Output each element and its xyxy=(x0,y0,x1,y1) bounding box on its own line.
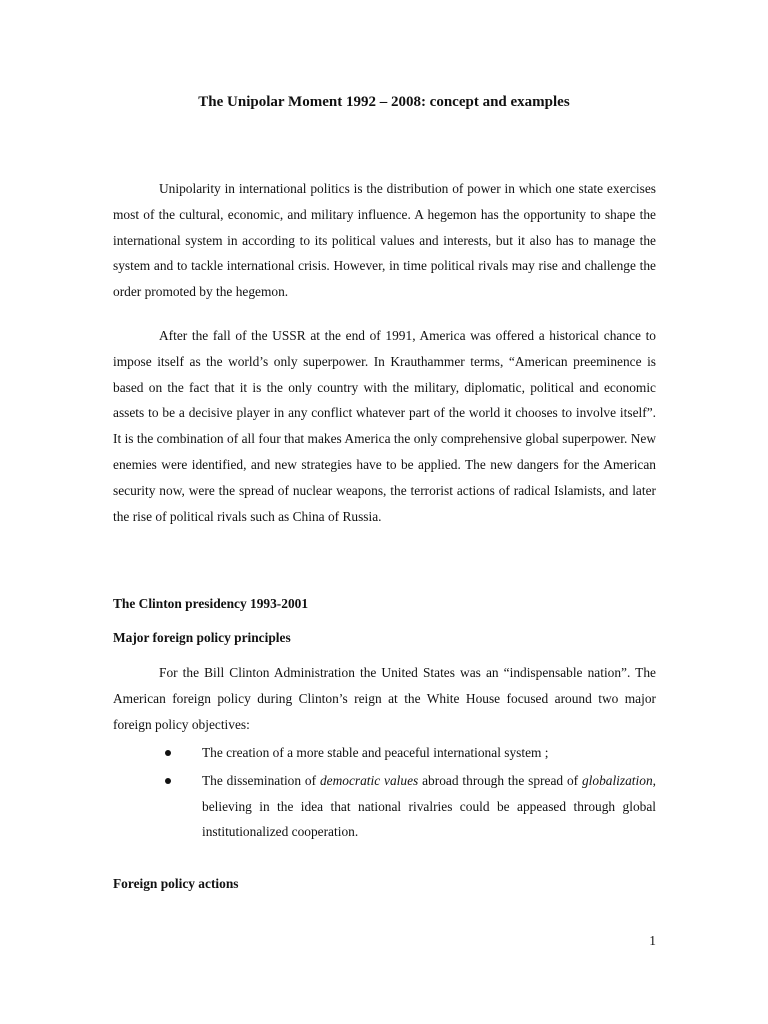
list-item xyxy=(159,740,656,766)
bullet-icon xyxy=(165,778,171,784)
list-item-text-middle: abroad through the spread of xyxy=(418,772,582,788)
page-number: 1 xyxy=(649,933,656,948)
emphasis-globalization: globalization xyxy=(581,772,653,788)
paragraph-unipolarity: Unipolarity in international politics is the distribution of power in which one state exercises most of the cultural, economic, and military influence. A hegemon has the opportunity to shape the international system in according to its political values and interests, but it also has to manage the system and to tackle international crisis. However, in time political rivals may rise and challenge the order promoted by the hegemon. xyxy=(113,181,656,300)
heading-foreign-policy-actions: Foreign policy actions xyxy=(113,876,239,891)
objectives-list xyxy=(159,740,656,845)
paragraph-ussr: After the fall of the USSR at the end of 1991, America was offered a historical chance to impose itself as the world’s only superpower. In Krauthammer terms, “American preeminence is based on the fact that it is the only country with the military, diplomatic, political and economic assets to be a decisive player in any conflict whatever part of the world it chooses to involve itself”. It is the combination of all four that makes America the only comprehensive global superpower. New enemies were identified, and new strategies have to be applied. The new dangers for the American security now, were the spread of nuclear weapons, the terrorist actions of radical Islamists, and later the rise of political rivals such as China of Russia. xyxy=(113,328,656,524)
emphasis-democratic-values: democratic values xyxy=(319,772,419,788)
list-item xyxy=(159,768,656,845)
bullet-icon xyxy=(165,750,171,756)
document-title: The Unipolar Moment 1992 – 2008: concept and examples xyxy=(198,94,570,110)
heading-foreign-policy-principles: Major foreign policy principles xyxy=(113,630,291,645)
list-item-text-end: , believing in the idea that national rivalries could be appeased through global institutionalized cooperation. xyxy=(202,772,656,840)
heading-clinton-presidency: The Clinton presidency 1993-2001 xyxy=(113,596,309,611)
list-item-text-start: The dissemination of xyxy=(202,772,320,788)
paragraph-clinton: For the Bill Clinton Administration the United States was an “indispensable nation”. The American foreign policy during Clinton’s reign at the White House focused around two major foreign policy objectives: xyxy=(113,665,656,732)
list-item-text: The creation of a more stable and peaceful international system ; xyxy=(202,745,549,760)
